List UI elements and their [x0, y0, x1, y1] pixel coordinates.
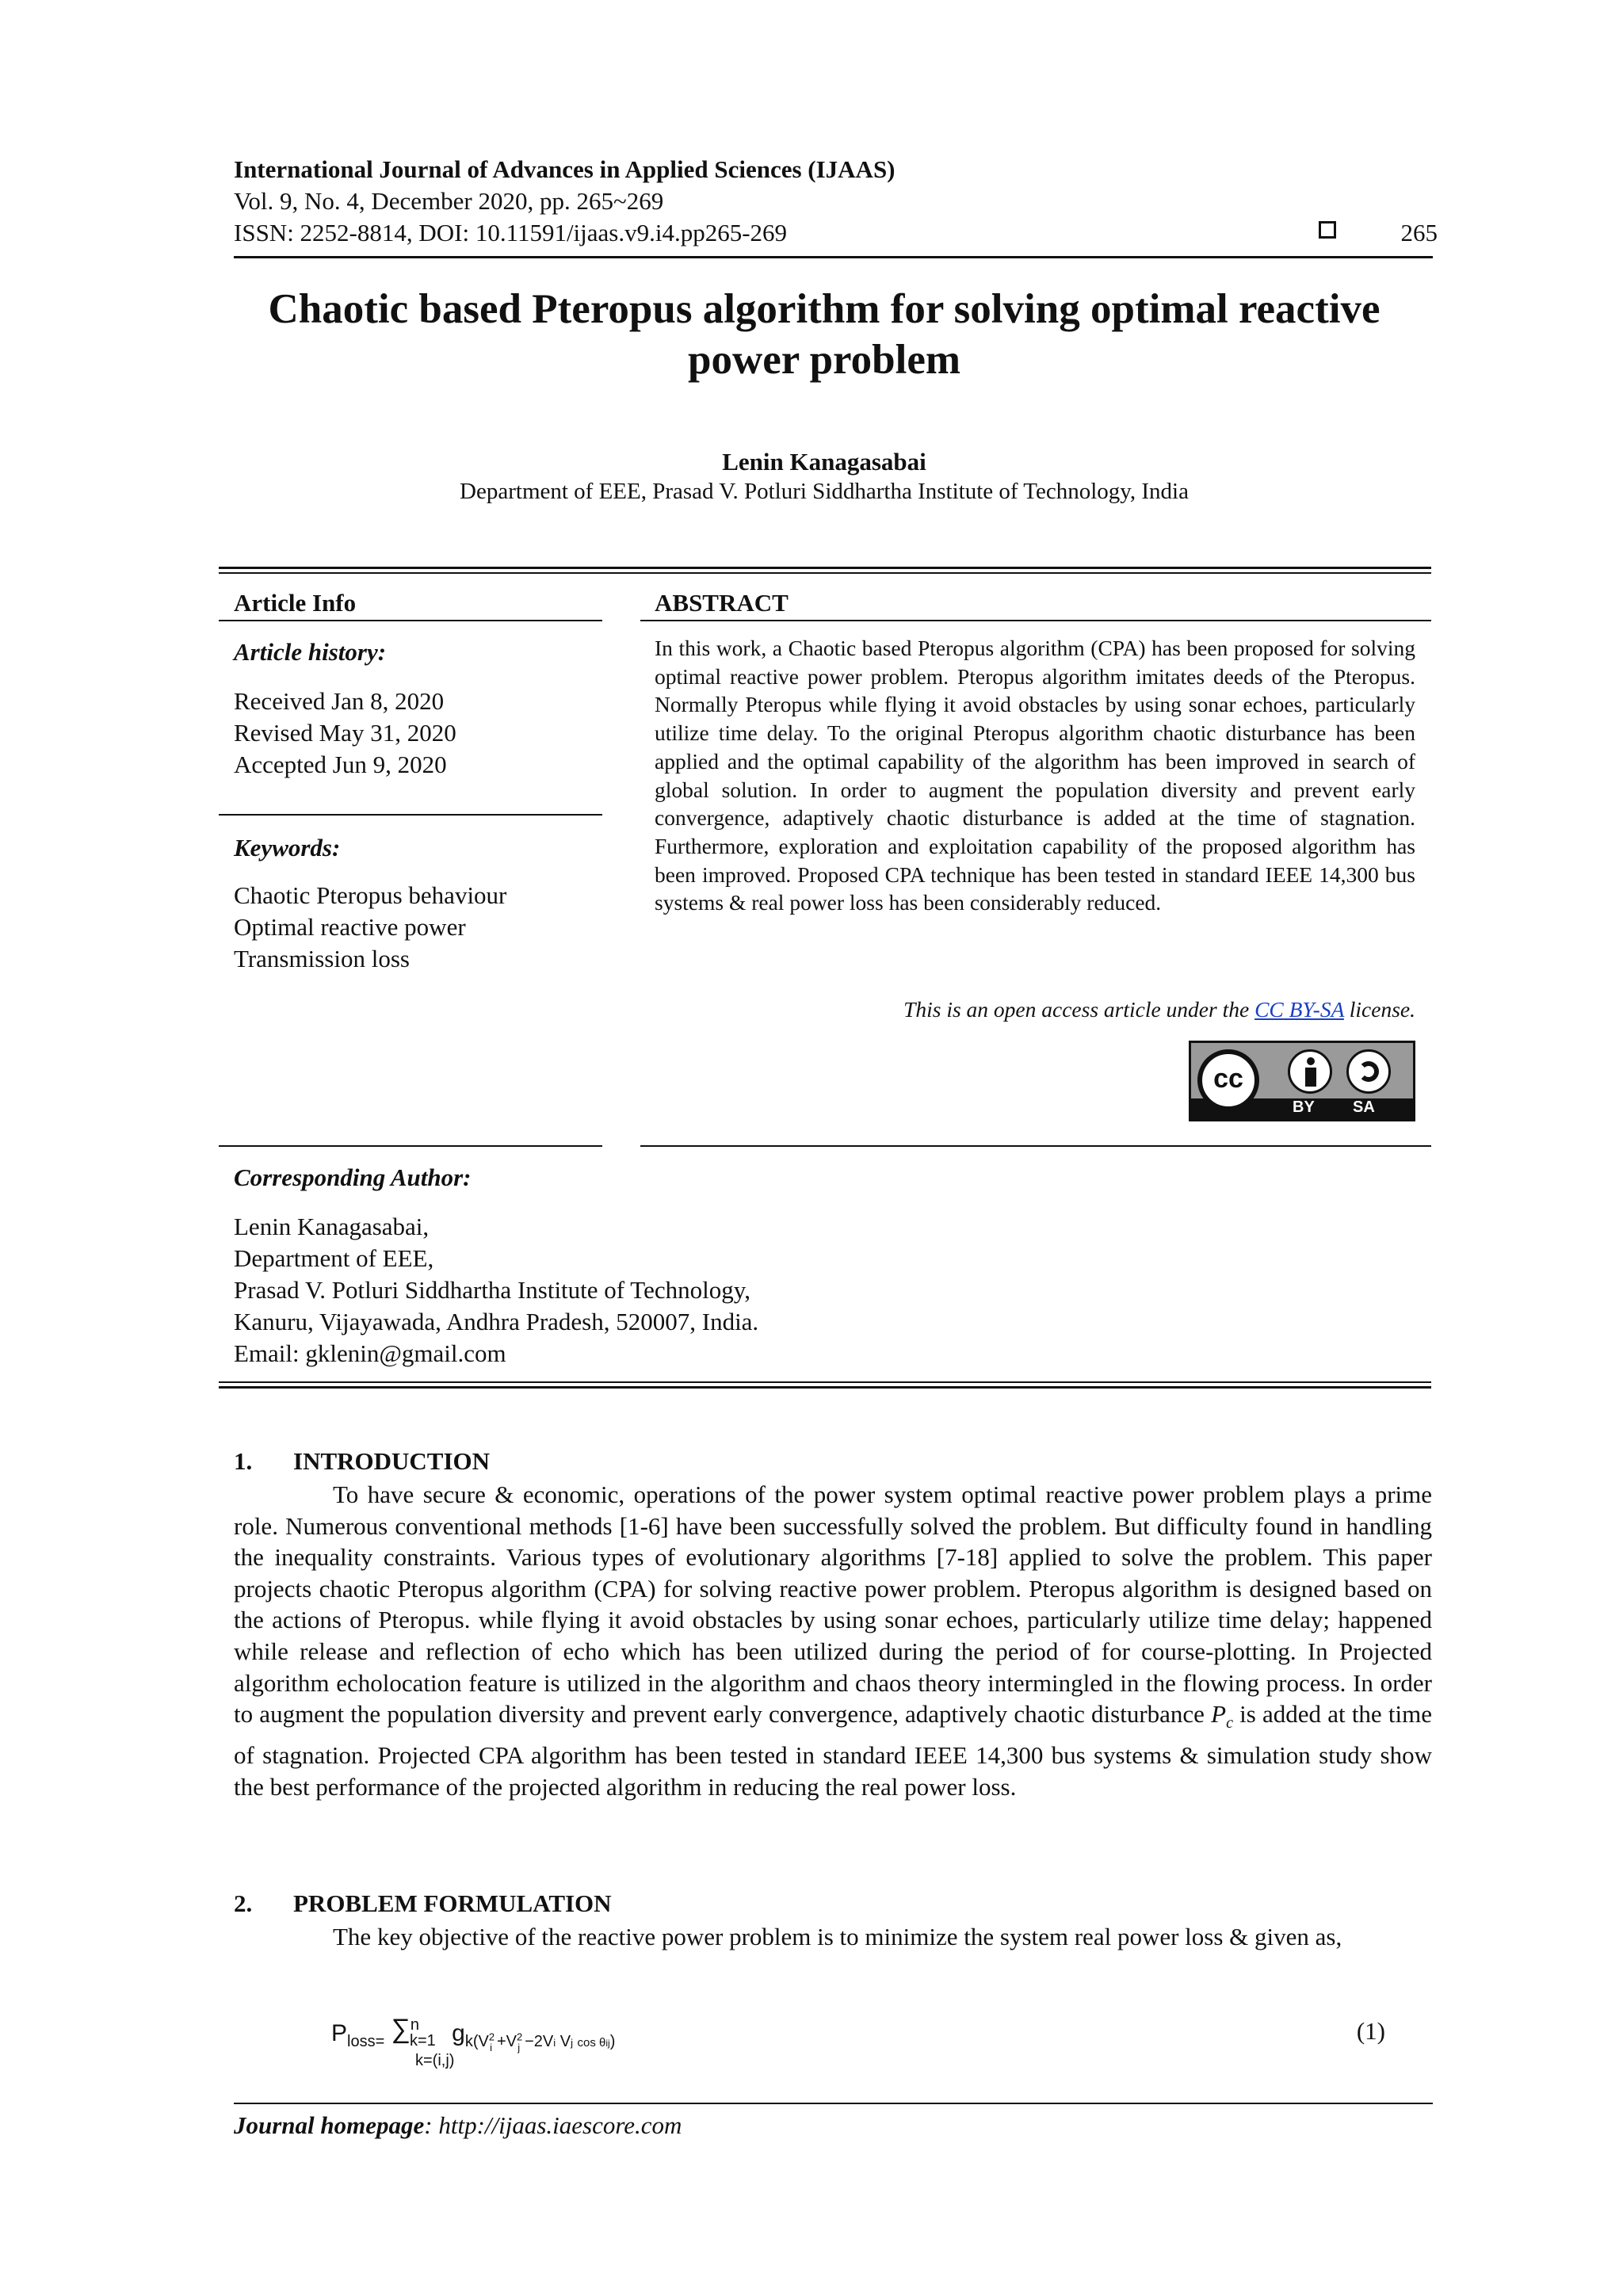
abstract-bottom-rule [640, 1145, 1431, 1147]
badge-sa-label: SA [1353, 1098, 1375, 1116]
corresponding-line: Lenin Kanagasabai, [234, 1213, 430, 1240]
pc-subscript: c [1226, 1714, 1233, 1733]
corresponding-author-heading: Corresponding Author: [234, 1163, 472, 1191]
article-history-heading: Article history: [234, 638, 387, 666]
abstract-heading: ABSTRACT [655, 589, 789, 617]
equation-1: $P_{loss=}$ ∑$^n_{k=1}$ $g_{k(V^2_i +V^2_j -2Vi Vj cos \theta ij)}$ k=(i,j) [331, 2014, 616, 2069]
abstract-text: In this work, a Chaotic based Pteropus algorithm (CPA) has been proposed for solving optimal reactive power problem. Pteropus algorithm imitates deeds of the Pteropus. Normally Pteropus while flying it avoid obstacles by using sonar echoes, particularly utilize time delay. To the original Pteropus algorithm chaotic disturbance has been applied and the optimal capability of the algorithm has been improved in search of global solution. In order to augment the population diversity and prevent early convergence, adaptively chaotic disturbance is added at the time of stagnation. Furthermore, exploration and exploitation capability of the proposed algorithm has been improved. Proposed CPA technique has been tested in standard IEEE 14,300 bus systems & real power loss has been considerably reduced. [655, 636, 1415, 915]
attribution-icon [1288, 1049, 1332, 1094]
author-affiliation: Department of EEE, Prasad V. Potluri Siddhartha Institute of Technology, India [460, 479, 1189, 504]
footer-label: Journal homepage [234, 2111, 425, 2139]
corresponding-email: Email: gklenin@gmail.com [234, 1339, 506, 1367]
badge-by-label: BY [1293, 1098, 1315, 1116]
pc-symbol: P [1211, 1700, 1227, 1729]
license-suffix: license. [1343, 997, 1415, 1022]
section-number: 2. [234, 1889, 253, 1917]
equation-number: (1) [1356, 2017, 1385, 2045]
keywords-heading: Keywords: [234, 834, 341, 861]
intro-text-2: is added at the time of stagnation. Projected CPA algorithm has been tested in standard IEEE 14,300 bus systems & simulation study show the best performance of the projected algorithm in reducing the real power loss. [234, 1700, 1432, 1801]
corresponding-line: Prasad V. Potluri Siddhartha Institute of Technology, [234, 1276, 750, 1304]
author-name: Lenin Kanagasabai [722, 448, 926, 476]
info-top-rule [219, 567, 1431, 569]
history-rule [219, 814, 602, 816]
keyword-item: Transmission loss [234, 945, 410, 972]
accepted-date: Accepted Jun 9, 2020 [234, 751, 447, 778]
cc-logo-text: cc [1213, 1064, 1243, 1094]
keyword-item: Optimal reactive power [234, 913, 466, 941]
journal-homepage [234, 2111, 682, 2140]
cc-by-sa-badge[interactable] [1189, 1041, 1415, 1121]
header-rule [234, 256, 1433, 258]
cc-logo-icon [1197, 1049, 1259, 1111]
title-line-2: power problem [687, 337, 960, 383]
cc-by-sa-link[interactable]: CC BY-SA [1254, 997, 1344, 1022]
abstract-rule [640, 620, 1431, 621]
intro-text-1: To have secure & economic, operations of the power system optimal reactive power problem plays a prime role. Numerous conventional methods [1-6] have been successfully solved the problem. But difficulty found in handling the inequality constraints. Various types of evolutionary algorithms [7-18] applied to solve the problem. This paper projects chaotic Pteropus algorithm (CPA) for solving reactive power problem. Pteropus algorithm is designed based on the actions of Pteropus. while flying it avoid obstacles by using sonar echoes, particularly utilize time delay; happened while release and reflection of echo which has been utilized during the period of for course-plotting. In Projected algorithm echolocation feature is utilized in the algorithm and chaos theory intermingled in the flowing process. In order to augment the population diversity and prevent early convergence, adaptively chaotic disturbance [234, 1480, 1432, 1729]
corresponding-line: Kanuru, Vijayawada, Andhra Pradesh, 520007, India. [234, 1308, 759, 1335]
introduction-body [234, 1479, 1432, 1802]
problem-text: The key objective of the reactive power problem is to minimize the system real power loss & given as, [333, 1923, 1342, 1950]
paper-title [198, 284, 1450, 385]
keywords-bottom-rule [219, 1145, 602, 1147]
info-bottom-rule [219, 1381, 1431, 1383]
revised-date: Revised May 31, 2020 [234, 719, 456, 747]
keyword-item: Chaotic Pteropus behaviour [234, 881, 507, 909]
section-number: 1. [234, 1447, 253, 1475]
footer-url[interactable]: : http://ijaas.iaescore.com [424, 2111, 682, 2139]
article-info-rule [219, 620, 602, 621]
info-bottom-rule-2 [219, 1386, 1431, 1389]
license-prefix: This is an open access article under the [903, 997, 1255, 1022]
section-heading-introduction: INTRODUCTION [293, 1447, 491, 1475]
share-alike-icon [1346, 1049, 1391, 1094]
received-date: Received Jan 8, 2020 [234, 687, 445, 715]
journal-name: International Journal of Advances in Applied Sciences (IJAAS) [234, 155, 896, 183]
section-heading-problem-formulation: PROBLEM FORMULATION [293, 1889, 612, 1917]
license-statement [903, 997, 1415, 1022]
info-top-rule-2 [219, 572, 1431, 574]
journal-volume: Vol. 9, No. 4, December 2020, pp. 265~269 [234, 187, 664, 215]
corresponding-line: Department of EEE, [234, 1244, 434, 1272]
square-box-icon [1319, 221, 1336, 239]
title-line-1: Chaotic based Pteropus algorithm for solving optimal reactive [268, 286, 1381, 332]
page-number: 265 [1400, 219, 1438, 246]
journal-issn: ISSN: 2252-8814, DOI: 10.11591/ijaas.v9.i4.pp265-269 [234, 219, 788, 246]
article-info-heading: Article Info [234, 589, 357, 617]
footer-rule [234, 2103, 1433, 2104]
problem-body [234, 1921, 1432, 1953]
